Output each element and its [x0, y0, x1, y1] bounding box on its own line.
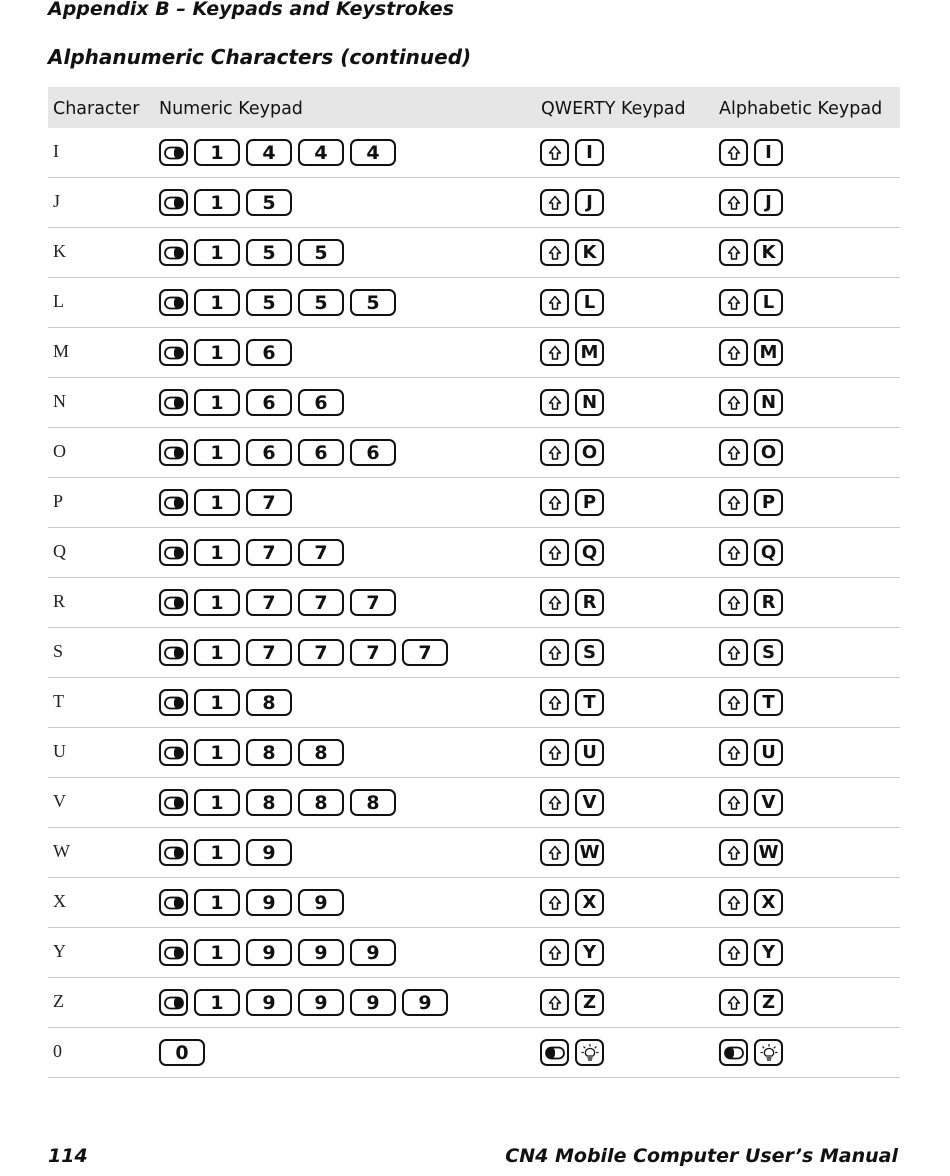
table-row: [48, 728, 900, 778]
key-W: W: [754, 839, 783, 866]
shift-key-icon: [719, 339, 748, 366]
numeric-keystroke-cell: [159, 789, 396, 817]
key-1: 1: [194, 339, 240, 366]
key-U: U: [575, 739, 604, 766]
character-cell: Q: [53, 541, 66, 561]
key-Z: Z: [575, 989, 604, 1016]
shift-key-icon: [540, 289, 569, 316]
shift-key-icon: [540, 939, 569, 966]
numeric-keystroke-cell: [159, 339, 292, 367]
key-Q: Q: [754, 539, 783, 566]
table-row: [48, 228, 900, 278]
shift-key-icon: [540, 889, 569, 916]
shift-key-icon: [540, 389, 569, 416]
table-row: [48, 1028, 900, 1078]
character-cell: X: [53, 891, 66, 911]
key-1: 1: [194, 139, 240, 166]
table-row: [48, 278, 900, 328]
qwerty-keystroke-cell: [540, 289, 604, 317]
key-U: U: [754, 739, 783, 766]
numeric-keystroke-cell: [159, 489, 292, 517]
shift-key-icon: [719, 989, 748, 1016]
key-5: 5: [298, 289, 344, 316]
column-header-qwerty: QWERTY Keypad: [541, 99, 686, 119]
key-8: 8: [246, 739, 292, 766]
shift-key-icon: [719, 789, 748, 816]
character-cell: 0: [53, 1041, 62, 1061]
character-cell: S: [53, 641, 64, 661]
alphabetic-keystroke-cell: [719, 939, 783, 967]
character-cell: L: [53, 291, 64, 311]
character-cell: U: [53, 741, 66, 761]
key-L: L: [754, 289, 783, 316]
key-7: 7: [298, 539, 344, 566]
key-X: X: [575, 889, 604, 916]
column-header-alphabetic: Alphabetic Keypad: [719, 99, 883, 119]
character-cell: O: [53, 441, 66, 461]
mode-key-icon: [159, 139, 188, 166]
key-8: 8: [298, 789, 344, 816]
alphabetic-keystroke-cell: [719, 689, 783, 717]
key-P: P: [754, 489, 783, 516]
qwerty-keystroke-cell: [540, 239, 604, 267]
key-7: 7: [298, 589, 344, 616]
shift-key-icon: [719, 439, 748, 466]
numeric-keystroke-cell: [159, 239, 344, 267]
key-9: 9: [402, 989, 448, 1016]
manual-title: CN4 Mobile Computer User’s Manual: [505, 1145, 898, 1167]
alphabetic-keystroke-cell: [719, 639, 783, 667]
key-6: 6: [246, 439, 292, 466]
qwerty-keystroke-cell: [540, 439, 604, 467]
qwerty-keystroke-cell: [540, 789, 604, 817]
key-1: 1: [194, 289, 240, 316]
key-K: K: [754, 239, 783, 266]
numeric-keystroke-cell: [159, 539, 344, 567]
key-M: M: [754, 339, 783, 366]
key-S: S: [754, 639, 783, 666]
alphabetic-keystroke-cell: [719, 789, 783, 817]
key-7: 7: [246, 539, 292, 566]
numeric-keystroke-cell: [159, 589, 396, 617]
table-row: [48, 678, 900, 728]
mode-key-icon: [159, 689, 188, 716]
alphabetic-keystroke-cell: [719, 339, 783, 367]
alt-mode-key-icon: [540, 1039, 569, 1066]
character-cell: Z: [53, 991, 64, 1011]
table-row: [48, 128, 900, 178]
key-9: 9: [298, 989, 344, 1016]
character-cell: K: [53, 241, 66, 261]
table-body: [48, 128, 900, 1078]
shift-key-icon: [719, 139, 748, 166]
alphabetic-keystroke-cell: [719, 889, 783, 917]
numeric-keystroke-cell: [159, 289, 396, 317]
key-8: 8: [246, 789, 292, 816]
key-1: 1: [194, 589, 240, 616]
shift-key-icon: [540, 139, 569, 166]
alt-mode-key-icon: [719, 1039, 748, 1066]
table-row: [48, 978, 900, 1028]
shift-key-icon: [540, 689, 569, 716]
key-5: 5: [246, 189, 292, 216]
table-row: [48, 178, 900, 228]
section-title: Alphanumeric Characters (continued): [48, 45, 472, 69]
key-7: 7: [246, 639, 292, 666]
qwerty-keystroke-cell: [540, 339, 604, 367]
qwerty-keystroke-cell: [540, 189, 604, 217]
numeric-keystroke-cell: [159, 139, 396, 167]
mode-key-icon: [159, 439, 188, 466]
character-cell: W: [53, 841, 70, 861]
shift-key-icon: [540, 739, 569, 766]
numeric-keystroke-cell: [159, 689, 292, 717]
key-9: 9: [246, 839, 292, 866]
key-7: 7: [298, 639, 344, 666]
mode-key-icon: [159, 639, 188, 666]
character-cell: J: [53, 191, 61, 211]
key-X: X: [754, 889, 783, 916]
shift-key-icon: [540, 539, 569, 566]
key-L: L: [575, 289, 604, 316]
key-9: 9: [246, 889, 292, 916]
key-9: 9: [298, 889, 344, 916]
key-7: 7: [350, 639, 396, 666]
character-cell: P: [53, 491, 64, 511]
key-S: S: [575, 639, 604, 666]
key-5: 5: [350, 289, 396, 316]
table-row: [48, 328, 900, 378]
key-5: 5: [246, 289, 292, 316]
key-R: R: [754, 589, 783, 616]
key-7: 7: [246, 489, 292, 516]
table-header: [48, 87, 900, 128]
mode-key-icon: [159, 339, 188, 366]
qwerty-keystroke-cell: [540, 489, 604, 517]
mode-key-icon: [159, 489, 188, 516]
key-N: N: [754, 389, 783, 416]
numeric-keystroke-cell: [159, 1039, 205, 1067]
key-K: K: [575, 239, 604, 266]
key-9: 9: [246, 989, 292, 1016]
qwerty-keystroke-cell: [540, 689, 604, 717]
shift-key-icon: [719, 239, 748, 266]
key-R: R: [575, 589, 604, 616]
shift-key-icon: [719, 889, 748, 916]
key-1: 1: [194, 789, 240, 816]
key-1: 1: [194, 189, 240, 216]
key-1: 1: [194, 539, 240, 566]
qwerty-keystroke-cell: [540, 739, 604, 767]
key-1: 1: [194, 989, 240, 1016]
key-1: 1: [194, 439, 240, 466]
key-J: J: [575, 189, 604, 216]
character-cell: M: [53, 341, 70, 361]
key-6: 6: [350, 439, 396, 466]
alphabetic-keystroke-cell: [719, 739, 783, 767]
column-header-character: Character: [53, 99, 140, 119]
qwerty-keystroke-cell: [540, 639, 604, 667]
keystroke-table: [48, 87, 900, 1078]
key-1: 1: [194, 389, 240, 416]
qwerty-keystroke-cell: [540, 939, 604, 967]
numeric-keystroke-cell: [159, 189, 292, 217]
key-1: 1: [194, 489, 240, 516]
mode-key-icon: [159, 839, 188, 866]
key-I: I: [575, 139, 604, 166]
shift-key-icon: [540, 239, 569, 266]
alphabetic-keystroke-cell: [719, 389, 783, 417]
key-1: 1: [194, 889, 240, 916]
table-row: [48, 928, 900, 978]
key-7: 7: [402, 639, 448, 666]
alphabetic-keystroke-cell: [719, 189, 783, 217]
key-6: 6: [246, 339, 292, 366]
key-9: 9: [350, 989, 396, 1016]
shift-key-icon: [719, 539, 748, 566]
backlight-key-icon: [754, 1039, 783, 1066]
key-Y: Y: [754, 939, 783, 966]
character-cell: N: [53, 391, 66, 411]
shift-key-icon: [719, 689, 748, 716]
numeric-keystroke-cell: [159, 889, 344, 917]
character-cell: V: [53, 791, 66, 811]
mode-key-icon: [159, 589, 188, 616]
key-O: O: [754, 439, 783, 466]
key-8: 8: [298, 739, 344, 766]
key-1: 1: [194, 839, 240, 866]
character-cell: I: [53, 141, 59, 161]
mode-key-icon: [159, 939, 188, 966]
key-M: M: [575, 339, 604, 366]
column-header-numeric: Numeric Keypad: [159, 99, 303, 119]
mode-key-icon: [159, 289, 188, 316]
mode-key-icon: [159, 739, 188, 766]
key-4: 4: [298, 139, 344, 166]
numeric-keystroke-cell: [159, 739, 344, 767]
key-1: 1: [194, 689, 240, 716]
qwerty-keystroke-cell: [540, 389, 604, 417]
key-T: T: [575, 689, 604, 716]
shift-key-icon: [719, 389, 748, 416]
shift-key-icon: [719, 739, 748, 766]
qwerty-keystroke-cell: [540, 589, 604, 617]
alphabetic-keystroke-cell: [719, 439, 783, 467]
mode-key-icon: [159, 889, 188, 916]
alphabetic-keystroke-cell: [719, 539, 783, 567]
qwerty-keystroke-cell: [540, 1039, 604, 1067]
shift-key-icon: [719, 589, 748, 616]
key-9: 9: [350, 939, 396, 966]
key-N: N: [575, 389, 604, 416]
shift-key-icon: [540, 489, 569, 516]
mode-key-icon: [159, 389, 188, 416]
shift-key-icon: [719, 489, 748, 516]
key-9: 9: [246, 939, 292, 966]
mode-key-icon: [159, 189, 188, 216]
page-number: 114: [48, 1145, 88, 1167]
qwerty-keystroke-cell: [540, 889, 604, 917]
key-7: 7: [246, 589, 292, 616]
qwerty-keystroke-cell: [540, 989, 604, 1017]
shift-key-icon: [719, 189, 748, 216]
key-0: 0: [159, 1039, 205, 1066]
table-row: [48, 528, 900, 578]
alphabetic-keystroke-cell: [719, 139, 783, 167]
table-row: [48, 778, 900, 828]
alphabetic-keystroke-cell: [719, 289, 783, 317]
key-T: T: [754, 689, 783, 716]
mode-key-icon: [159, 539, 188, 566]
shift-key-icon: [540, 989, 569, 1016]
key-8: 8: [350, 789, 396, 816]
mode-key-icon: [159, 989, 188, 1016]
table-row: [48, 878, 900, 928]
key-1: 1: [194, 739, 240, 766]
shift-key-icon: [719, 839, 748, 866]
table-row: [48, 428, 900, 478]
alphabetic-keystroke-cell: [719, 239, 783, 267]
key-I: I: [754, 139, 783, 166]
numeric-keystroke-cell: [159, 439, 396, 467]
shift-key-icon: [540, 789, 569, 816]
numeric-keystroke-cell: [159, 639, 448, 667]
key-7: 7: [350, 589, 396, 616]
character-cell: T: [53, 691, 64, 711]
key-O: O: [575, 439, 604, 466]
shift-key-icon: [719, 939, 748, 966]
key-6: 6: [246, 389, 292, 416]
numeric-keystroke-cell: [159, 989, 448, 1017]
key-Q: Q: [575, 539, 604, 566]
backlight-key-icon: [575, 1039, 604, 1066]
qwerty-keystroke-cell: [540, 539, 604, 567]
shift-key-icon: [540, 439, 569, 466]
shift-key-icon: [540, 589, 569, 616]
key-6: 6: [298, 389, 344, 416]
alphabetic-keystroke-cell: [719, 1039, 783, 1067]
key-8: 8: [246, 689, 292, 716]
numeric-keystroke-cell: [159, 839, 292, 867]
key-4: 4: [246, 139, 292, 166]
key-V: V: [754, 789, 783, 816]
qwerty-keystroke-cell: [540, 139, 604, 167]
key-4: 4: [350, 139, 396, 166]
key-5: 5: [298, 239, 344, 266]
shift-key-icon: [719, 289, 748, 316]
shift-key-icon: [540, 639, 569, 666]
shift-key-icon: [540, 839, 569, 866]
key-V: V: [575, 789, 604, 816]
qwerty-keystroke-cell: [540, 839, 604, 867]
alphabetic-keystroke-cell: [719, 589, 783, 617]
key-P: P: [575, 489, 604, 516]
numeric-keystroke-cell: [159, 389, 344, 417]
mode-key-icon: [159, 789, 188, 816]
table-row: [48, 478, 900, 528]
numeric-keystroke-cell: [159, 939, 396, 967]
key-1: 1: [194, 939, 240, 966]
key-5: 5: [246, 239, 292, 266]
key-Y: Y: [575, 939, 604, 966]
alphabetic-keystroke-cell: [719, 839, 783, 867]
table-row: [48, 628, 900, 678]
shift-key-icon: [540, 339, 569, 366]
shift-key-icon: [540, 189, 569, 216]
key-1: 1: [194, 239, 240, 266]
running-header: Appendix B – Keypads and Keystrokes: [48, 0, 454, 20]
key-J: J: [754, 189, 783, 216]
key-9: 9: [298, 939, 344, 966]
shift-key-icon: [719, 639, 748, 666]
key-6: 6: [298, 439, 344, 466]
alphabetic-keystroke-cell: [719, 489, 783, 517]
key-Z: Z: [754, 989, 783, 1016]
table-row: [48, 578, 900, 628]
table-row: [48, 378, 900, 428]
key-1: 1: [194, 639, 240, 666]
table-row: [48, 828, 900, 878]
character-cell: R: [53, 591, 66, 611]
mode-key-icon: [159, 239, 188, 266]
character-cell: Y: [53, 941, 66, 961]
alphabetic-keystroke-cell: [719, 989, 783, 1017]
key-W: W: [575, 839, 604, 866]
